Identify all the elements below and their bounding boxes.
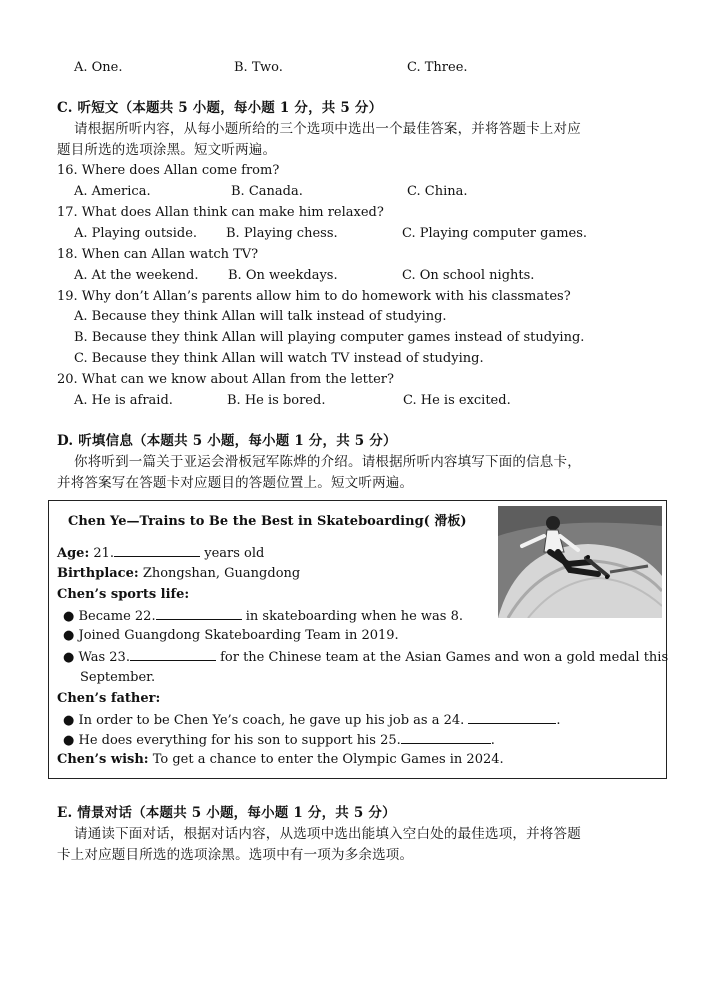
bullet-icon: ● [63,609,75,624]
father-bullet-1 [63,710,561,731]
q17-option-c: C. Playing computer games. [402,226,588,241]
q17-option-b: B. Playing chess. [226,226,338,241]
q18-option-b: B. On weekdays. [228,268,338,283]
q19-option-b: B. Because they think Allan will playing computer games instead of studying. [74,330,585,345]
section-e-instruction-1: 请通读下面对话，根据对话内容，从选项中选出能填入空白处的最佳选项，并将答题 [74,826,581,842]
section-c-instruction-2: 题目所选的选项涂黑。短文听两遍。 [57,142,277,158]
wish-label: Chen’s wish: [57,752,149,767]
bullet-icon: ● [63,650,75,665]
card-title: Chen Ye—Trains to Be the Best in Skateboarding( 滑板) [68,514,467,529]
q15-option-b: B. Two. [234,60,283,75]
question-20: 20. What can we know about Allan from the letter? [57,372,394,387]
q20-option-c: C. He is excited. [403,393,511,408]
q15-option-c: C. Three. [407,60,468,75]
section-c-title: C. 听短文（本题共 5 小题，每小题 1 分，共 5 分） [57,100,383,116]
age-label: Age: [57,546,90,561]
bullet-icon: ● [63,733,75,748]
q16-option-c: C. China. [407,184,468,199]
card-wish-row [57,750,504,770]
section-d-instruction-1: 你将听到一篇关于亚运会滑板冠军陈烨的介绍。请根据所听内容填写下面的信息卡， [74,454,581,470]
answer-blank-22[interactable] [156,606,242,620]
bullet-2-text: Joined Guangdong Skateboarding Team in 2019. [78,628,399,643]
section-e-title: E. 情景对话（本题共 5 小题，每小题 1 分，共 5 分） [57,805,396,821]
section-d-instruction-2: 并将答案写在答题卡对应题目的答题位置上。短文听两遍。 [57,475,414,491]
question-18: 18. When can Allan watch TV? [57,247,259,262]
father-2-pre: He does everything for his son to support his 25. [78,733,401,748]
bullet-icon: ● [63,713,75,728]
skater-image [498,506,662,618]
sports-life-label: Chen’s sports life: [57,587,190,602]
q19-option-a: A. Because they think Allan will talk instead of studying. [74,309,447,324]
bullet-3-post: for the Chinese team at the Asian Games and won a gold medal this [220,650,669,665]
birthplace-label: Birthplace: [57,566,139,581]
birthplace-value: Zhongshan, Guangdong [142,566,301,581]
skateboarding-photo [498,506,662,618]
answer-blank-23[interactable] [130,647,216,661]
q16-option-b: B. Canada. [231,184,303,199]
bullet-icon: ● [63,628,75,643]
wish-value: To get a chance to enter the Olympic Games in 2024. [152,752,504,767]
answer-blank-25[interactable] [401,730,491,744]
question-17: 17. What does Allan think can make him relaxed? [57,205,384,220]
bullet-1-post: in skateboarding when he was 8. [245,609,464,624]
q15-option-a: A. One. [74,60,123,75]
q16-option-a: A. America. [74,184,151,199]
father-2-post: . [490,733,495,748]
q20-option-b: B. He is bored. [227,393,326,408]
section-c-instruction-1: 请根据所听内容，从每小题所给的三个选项中选出一个最佳答案，并将答题卡上对应 [74,121,581,137]
bullet-1-pre: Became 22. [78,609,156,624]
q18-option-a: A. At the weekend. [74,268,199,283]
father-bullet-2 [63,730,495,751]
q17-option-a: A. Playing outside. [74,226,198,241]
question-16: 16. Where does Allan come from? [57,163,280,178]
section-e-instruction-2: 卡上对应题目所选的选项涂黑。选项中有一项为多余选项。 [57,847,414,863]
section-d-title: D. 听填信息（本题共 5 小题，每小题 1 分，共 5 分） [57,433,397,449]
q18-option-c: C. On school nights. [402,268,535,283]
q19-option-c: C. Because they think Allan will watch TV instead of studying. [74,351,484,366]
father-1-pre: In order to be Chen Ye’s coach, he gave up his job as a 24. [78,713,465,728]
answer-blank-24[interactable] [468,710,556,724]
q20-option-a: A. He is afraid. [74,393,173,408]
father-label: Chen’s father: [57,691,161,706]
age-number: 21. [93,546,115,561]
bullet-3-pre: Was 23. [78,650,130,665]
card-birthplace-row [57,564,300,584]
card-age-row [57,543,264,564]
answer-blank-21[interactable] [114,543,200,557]
bullet-3-continuation: September. [80,670,156,685]
sports-bullet-1 [63,606,463,627]
question-19: 19. Why don’t Allan’s parents allow him to do homework with his classmates? [57,289,571,304]
sports-bullet-2 [63,626,399,646]
sports-bullet-3 [63,647,668,668]
age-suffix: years old [204,546,265,561]
father-1-post: . [556,713,561,728]
